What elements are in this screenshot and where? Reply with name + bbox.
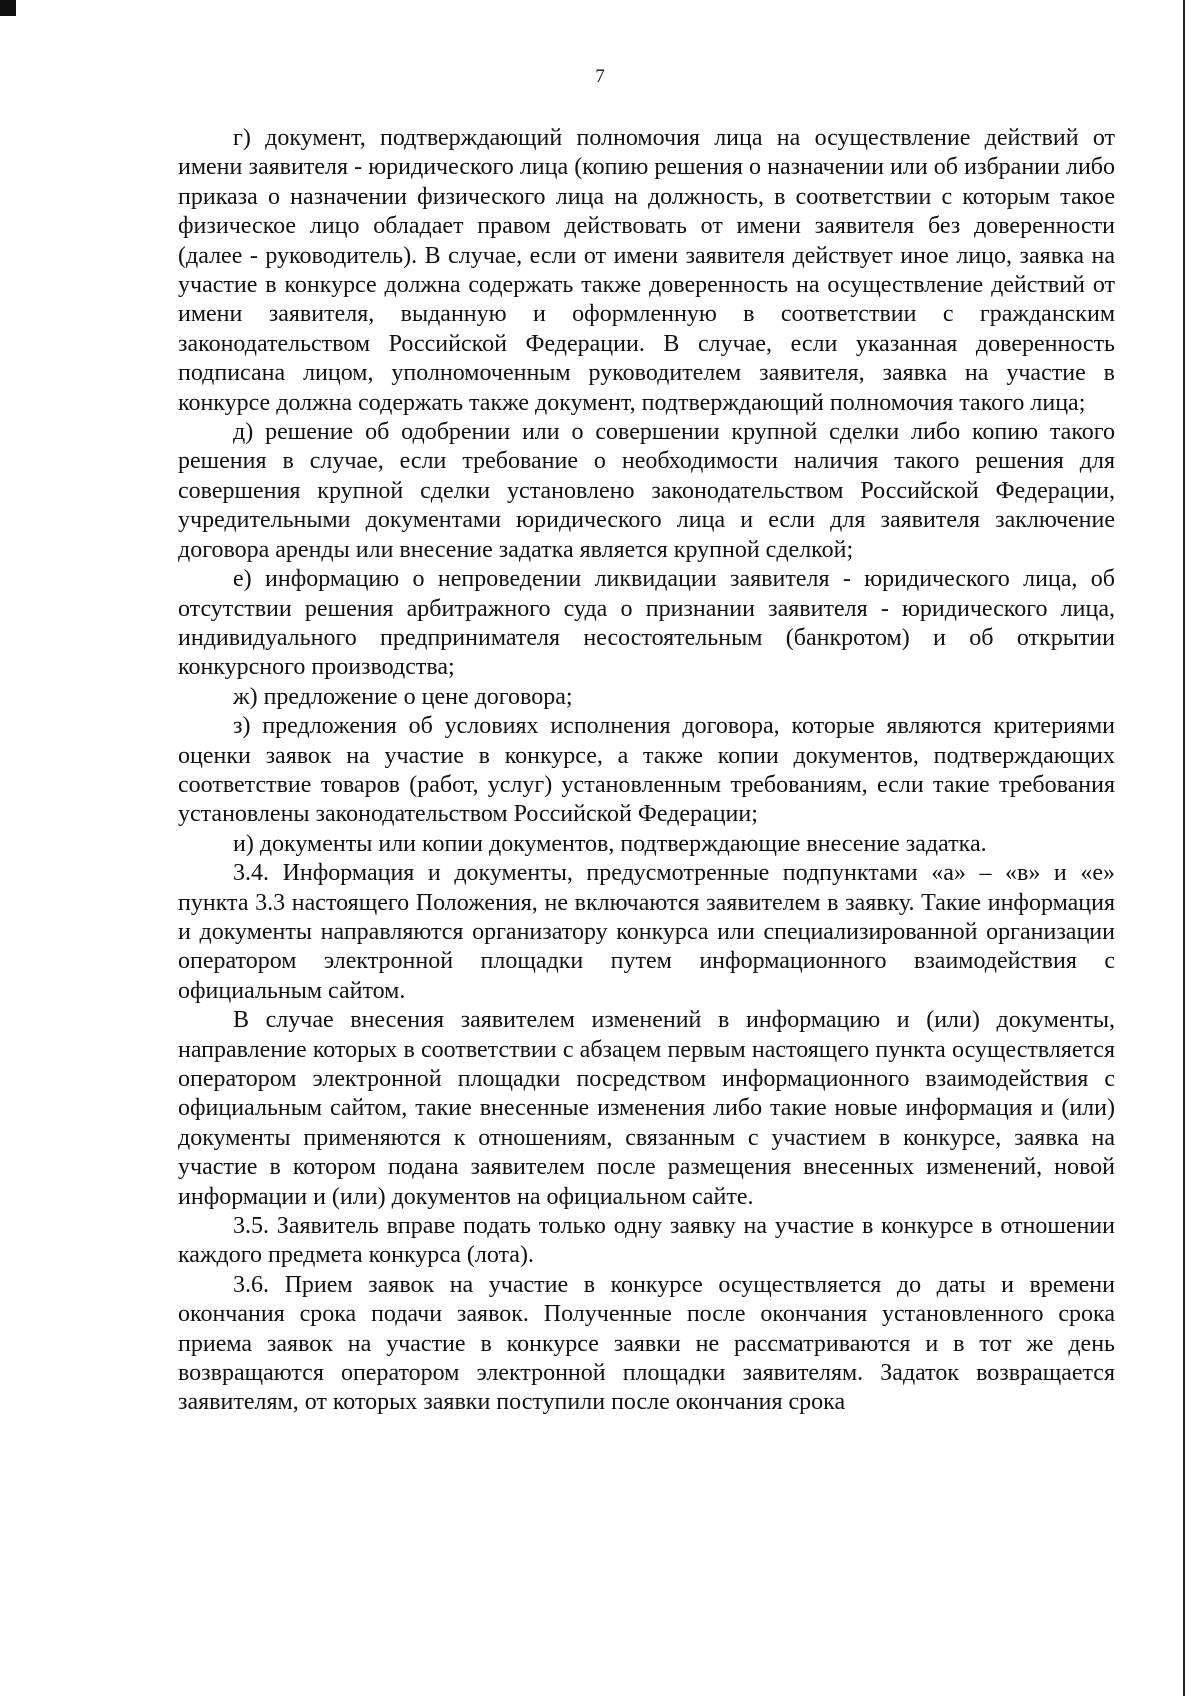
paragraph-clause-3-5: 3.5. Заявитель вправе подать только одну заявку на участие в конкурсе в отношении каждого предмета конкурса (лота).: [178, 1213, 1115, 1269]
paragraph-subitem-i: и) документы или копии документов, подтверждающие внесение задатка.: [233, 830, 987, 857]
paragraph-subitem-d: д) решение об одобрении или о совершении крупной сделки либо копию такого решения в случае, если требование о необходимости наличия такого решения для совершения крупной сделки установлено законодательством Российской Федерации, учредительными документами юридического лица и если для заявителя заключение договора аренды или внесение задатка является крупной сделкой;: [178, 419, 1115, 563]
paragraph-clause-3-4-second: В случае внесения заявителем изменений в информацию и (или) документы, направление которых в соответствии с абзацем первым настоящего пункта осуществляется оператором электронной площадки посредством информационного взаимодействия с официальным сайтом, такие внесенные изменения либо такие новые информация и (или) документы применяются к отношениям, связанным с участием в конкурсе, заявка на участие в котором подана заявителем после размещения внесенных изменений, новой информации и (или) документов на официальном сайте.: [178, 1007, 1115, 1210]
paragraph-subitem-z: з) предложения об условиях исполнения договора, которые являются критериями оценки заявок на участие в конкурсе, а также копии документов, подтверждающих соответствие товаров (работ, услуг) установленным требованиям, если такие требования установлены законодательством Российской Федерации;: [178, 713, 1115, 828]
paragraph-subitem-zh: ж) предложение о цене договора;: [233, 683, 573, 710]
paragraph-subitem-e: е) информацию о непроведении ликвидации заявителя - юридического лица, об отсутствии решения арбитражного суда о признании заявителя - юридического лица, индивидуального предпринимателя несостоятельным (банкротом) и об открытии конкурсного производства;: [178, 566, 1115, 681]
paragraph-subitem-g: г) документ, подтверждающий полномочия лица на осуществление действий от имени заявителя - юридического лица (копию решения о назначении или об избрании либо приказа о назначении физического лица на должность, в соответствии с которым такое физическое лицо обладает правом действовать от имени заявителя без доверенности (далее - руководитель). В случае, если от имени заявителя действует иное лицо, заявка на участие в конкурсе должна содержать также доверенность на осуществление действий от имени заявителя, выданную и оформленную в соответствии с гражданским законодательством Российской Федерации. В случае, если указанная доверенность подписана лицом, уполномоченным руководителем заявителя, заявка на участие в конкурсе должна содержать также документ, подтверждающий полномочия такого лица;: [178, 125, 1115, 416]
document-body: [178, 124, 1115, 1418]
page-number: 7: [595, 66, 605, 87]
scan-edge-line: [1183, 0, 1185, 1696]
paragraph-clause-3-6: 3.6. Прием заявок на участие в конкурсе осуществляется до даты и времени окончания срока подачи заявок. Полученные после окончания установленного срока приема заявок на участие в конкурсе заявки не рассматриваются и в тот же день возвращаются оператором электронной площадки заявителям. Задаток возвращается заявителям, от которых заявки поступили после окончания срока: [178, 1271, 1115, 1416]
scan-corner-mark: [0, 0, 16, 16]
paragraph-clause-3-4: 3.4. Информация и документы, предусмотренные подпунктами «а» – «в» и «е» пункта 3.3 настоящего Положения, не включаются заявителем в заявку. Такие информация и документы направляются организатору конкурса или специализированной организации оператором электронной площадки путем информационного взаимодействия с официальным сайтом.: [178, 860, 1115, 1004]
